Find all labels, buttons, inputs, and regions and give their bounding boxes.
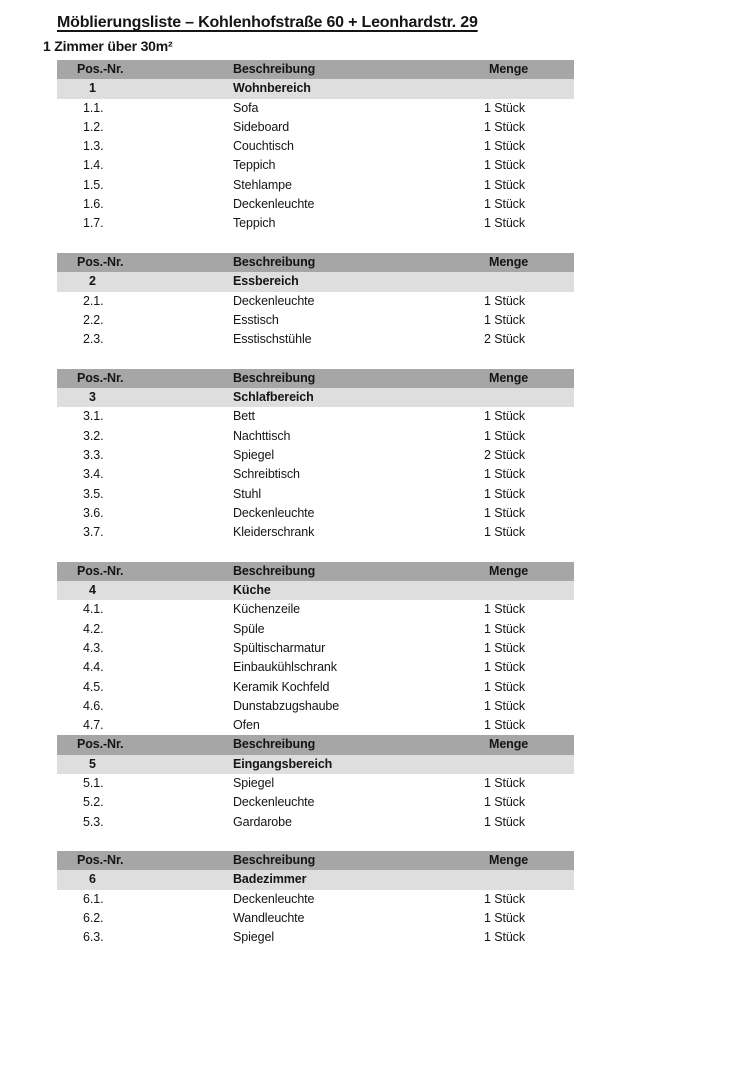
- quantity-cell: 1 Stück: [484, 119, 525, 134]
- description-cell: Teppich: [233, 158, 276, 173]
- item-row: [57, 330, 574, 349]
- apartment-type-label: 1 Zimmer über 30m²: [43, 38, 173, 54]
- pos-cell: 1.4.: [83, 158, 104, 173]
- section-row: [57, 272, 574, 291]
- item-row: [57, 504, 574, 523]
- quantity-cell: [477, 388, 574, 407]
- description-cell: Esstischstühle: [233, 332, 312, 347]
- description-cell: Beschreibung: [233, 737, 316, 752]
- item-row: [57, 658, 574, 677]
- description-cell: Badezimmer: [233, 872, 307, 887]
- pos-cell: 3.1.: [83, 409, 104, 424]
- pos-cell: 6.3.: [83, 930, 104, 945]
- item-row: [57, 793, 574, 812]
- pos-cell: 4.4.: [83, 660, 104, 675]
- furniture-table-4: [57, 562, 574, 736]
- quantity-cell: 1 Stück: [484, 467, 525, 482]
- description-cell: Deckenleuchte: [233, 505, 315, 520]
- item-row: [57, 523, 574, 542]
- quantity-cell: 1 Stück: [484, 409, 525, 424]
- description-cell: Esstisch: [233, 312, 279, 327]
- quantity-cell: 1 Stück: [484, 602, 525, 617]
- description-cell: Küchenzeile: [233, 602, 301, 617]
- pos-cell: 1.6.: [83, 197, 104, 212]
- description-cell: Deckenleuchte: [233, 795, 315, 810]
- section-row: [57, 755, 574, 774]
- quantity-cell: 1 Stück: [484, 158, 525, 173]
- section-row: [57, 79, 574, 98]
- pos-cell: 5.1.: [83, 775, 104, 790]
- pos-cell: 1.2.: [83, 119, 104, 134]
- description-cell: Deckenleuchte: [233, 197, 315, 212]
- item-row: [57, 407, 574, 426]
- item-row: [57, 465, 574, 484]
- pos-cell: Pos.-Nr.: [77, 737, 124, 752]
- quantity-cell: 1 Stück: [484, 293, 525, 308]
- description-cell: Stehlampe: [233, 177, 292, 192]
- description-cell: Couchtisch: [233, 139, 294, 154]
- description-cell: Küche: [233, 583, 271, 598]
- item-row: [57, 195, 574, 214]
- furniture-tables: [57, 60, 574, 948]
- pos-cell: 4.7.: [83, 718, 104, 733]
- pos-cell: 1.7.: [83, 216, 104, 231]
- pos-cell: 1.5.: [83, 177, 104, 192]
- pos-cell: Pos.-Nr.: [77, 254, 124, 269]
- pos-cell: 2.2.: [83, 312, 104, 327]
- item-row: [57, 485, 574, 504]
- item-row: [57, 600, 574, 619]
- quantity-cell: Menge: [489, 563, 529, 578]
- quantity-cell: 1 Stück: [484, 197, 525, 212]
- quantity-cell: 2 Stück: [484, 447, 525, 462]
- pos-cell: 3.5.: [83, 486, 104, 501]
- pos-cell: 3.3.: [83, 447, 104, 462]
- item-row: [57, 99, 574, 118]
- quantity-cell: 1 Stück: [484, 486, 525, 501]
- quantity-cell: 1 Stück: [484, 775, 525, 790]
- item-row: [57, 774, 574, 793]
- pos-cell: Pos.-Nr.: [77, 563, 124, 578]
- description-cell: Teppich: [233, 216, 276, 231]
- section-row: [57, 388, 574, 407]
- description-cell: Essbereich: [233, 274, 299, 289]
- section-row: [57, 581, 574, 600]
- item-row: [57, 909, 574, 928]
- pos-cell: 4: [89, 583, 96, 598]
- item-row: [57, 137, 574, 156]
- description-cell: Spültischarmatur: [233, 640, 326, 655]
- table-header-row: [57, 851, 574, 870]
- quantity-cell: [477, 581, 574, 600]
- description-cell: Wandleuchte: [233, 911, 305, 926]
- quantity-cell: Menge: [489, 853, 529, 868]
- quantity-cell: 1 Stück: [484, 930, 525, 945]
- item-row: [57, 620, 574, 639]
- furniture-table-6: [57, 851, 574, 947]
- quantity-cell: 1 Stück: [484, 698, 525, 713]
- quantity-cell: 1 Stück: [484, 718, 525, 733]
- description-cell: Bett: [233, 409, 255, 424]
- quantity-cell: 1 Stück: [484, 100, 525, 115]
- description-cell: Ofen: [233, 718, 260, 733]
- pos-cell: 2: [89, 274, 96, 289]
- furniture-table-5: [57, 735, 574, 831]
- pos-cell: 5.3.: [83, 814, 104, 829]
- table-header-row: [57, 562, 574, 581]
- quantity-cell: Menge: [489, 62, 529, 76]
- item-row: [57, 678, 574, 697]
- pos-cell: Pos.-Nr.: [77, 62, 124, 76]
- pos-cell: 6.2.: [83, 911, 104, 926]
- description-cell: Deckenleuchte: [233, 891, 315, 906]
- description-cell: Dunstabzugshaube: [233, 698, 340, 713]
- description-cell: Beschreibung: [233, 370, 316, 385]
- quantity-cell: Menge: [489, 737, 529, 752]
- pos-cell: 1: [89, 81, 96, 96]
- pos-cell: 3: [89, 390, 96, 405]
- description-cell: Sofa: [233, 100, 259, 115]
- document-title: Möblierungsliste – Kohlenhofstraße 60 + Leonhardstr. 29: [57, 14, 478, 31]
- section-row: [57, 870, 574, 889]
- quantity-cell: 1 Stück: [484, 428, 525, 443]
- item-row: [57, 446, 574, 465]
- pos-cell: 3.7.: [83, 525, 104, 540]
- table-header-row: [57, 369, 574, 388]
- description-cell: Stuhl: [233, 486, 261, 501]
- pos-cell: 1.1.: [83, 100, 104, 115]
- quantity-cell: 1 Stück: [484, 312, 525, 327]
- quantity-cell: 1 Stück: [484, 525, 525, 540]
- description-cell: Spiegel: [233, 930, 274, 945]
- description-cell: Sideboard: [233, 119, 290, 134]
- table-header-row: [57, 735, 574, 754]
- description-cell: Schreibtisch: [233, 467, 300, 482]
- description-cell: Beschreibung: [233, 62, 316, 76]
- item-row: [57, 311, 574, 330]
- pos-cell: Pos.-Nr.: [77, 853, 124, 868]
- description-cell: Beschreibung: [233, 563, 316, 578]
- table-header-row: [57, 60, 574, 79]
- item-row: [57, 716, 574, 735]
- pos-cell: 6: [89, 872, 96, 887]
- item-row: [57, 118, 574, 137]
- item-row: [57, 427, 574, 446]
- quantity-cell: [477, 870, 574, 889]
- furniture-table-2: [57, 253, 574, 349]
- furniture-table-1: [57, 60, 574, 234]
- quantity-cell: 1 Stück: [484, 679, 525, 694]
- item-row: [57, 156, 574, 175]
- item-row: [57, 697, 574, 716]
- description-cell: Wohnbereich: [233, 81, 311, 96]
- pos-cell: 2.3.: [83, 332, 104, 347]
- pos-cell: Pos.-Nr.: [77, 370, 124, 385]
- description-cell: Spiegel: [233, 447, 274, 462]
- description-cell: Deckenleuchte: [233, 293, 315, 308]
- description-cell: Einbaukühlschrank: [233, 660, 337, 675]
- item-row: [57, 813, 574, 832]
- quantity-cell: 1 Stück: [484, 177, 525, 192]
- description-cell: Spüle: [233, 621, 265, 636]
- quantity-cell: [477, 755, 574, 774]
- pos-cell: 3.2.: [83, 428, 104, 443]
- quantity-cell: 2 Stück: [484, 332, 525, 347]
- description-cell: Schlafbereich: [233, 390, 314, 405]
- quantity-cell: 1 Stück: [484, 660, 525, 675]
- item-row: [57, 928, 574, 947]
- pos-cell: 4.3.: [83, 640, 104, 655]
- pos-cell: 2.1.: [83, 293, 104, 308]
- quantity-cell: Menge: [489, 254, 529, 269]
- quantity-cell: [477, 272, 574, 291]
- quantity-cell: 1 Stück: [484, 505, 525, 520]
- quantity-cell: 1 Stück: [484, 216, 525, 231]
- description-cell: Nachttisch: [233, 428, 291, 443]
- item-row: [57, 292, 574, 311]
- description-cell: Keramik Kochfeld: [233, 679, 330, 694]
- item-row: [57, 639, 574, 658]
- quantity-cell: 1 Stück: [484, 795, 525, 810]
- furniture-table-3: [57, 369, 574, 543]
- item-row: [57, 214, 574, 233]
- pos-cell: 6.1.: [83, 891, 104, 906]
- quantity-cell: 1 Stück: [484, 891, 525, 906]
- pos-cell: 4.5.: [83, 679, 104, 694]
- pos-cell: 5.2.: [83, 795, 104, 810]
- item-row: [57, 176, 574, 195]
- description-cell: Kleiderschrank: [233, 525, 315, 540]
- description-cell: Beschreibung: [233, 853, 316, 868]
- pos-cell: 4.2.: [83, 621, 104, 636]
- description-cell: Spiegel: [233, 775, 274, 790]
- pos-cell: 1.3.: [83, 139, 104, 154]
- description-cell: Eingangsbereich: [233, 756, 333, 771]
- table-header-row: [57, 253, 574, 272]
- pos-cell: 5: [89, 756, 96, 771]
- pos-cell: 3.6.: [83, 505, 104, 520]
- item-row: [57, 890, 574, 909]
- description-cell: Beschreibung: [233, 254, 316, 269]
- pos-cell: 3.4.: [83, 467, 104, 482]
- pos-cell: 4.1.: [83, 602, 104, 617]
- quantity-cell: 1 Stück: [484, 640, 525, 655]
- quantity-cell: 1 Stück: [484, 911, 525, 926]
- quantity-cell: [477, 79, 574, 98]
- pos-cell: 4.6.: [83, 698, 104, 713]
- quantity-cell: Menge: [489, 370, 529, 385]
- quantity-cell: 1 Stück: [484, 139, 525, 154]
- description-cell: Gardarobe: [233, 814, 292, 829]
- quantity-cell: 1 Stück: [484, 621, 525, 636]
- quantity-cell: 1 Stück: [484, 814, 525, 829]
